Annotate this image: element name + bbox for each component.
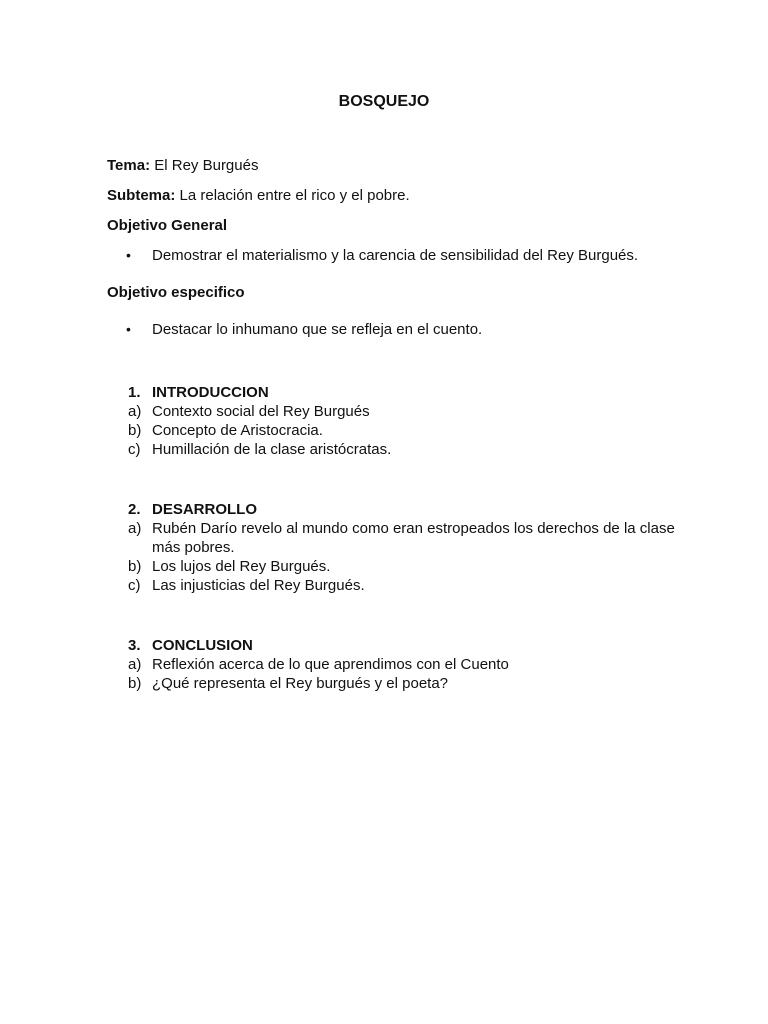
section-number: 2.: [128, 501, 141, 518]
section-heading-row: [126, 383, 686, 402]
subtema-line: [107, 186, 410, 205]
section-introduccion: [126, 383, 686, 459]
list-item: [126, 421, 686, 440]
tema-value: El Rey Burgués: [150, 157, 259, 174]
document-title: BOSQUEJO: [338, 93, 430, 110]
objetivo-especifico-heading: Objetivo especifico: [107, 284, 245, 301]
list-item: [126, 674, 686, 693]
list-item: [126, 655, 686, 674]
list-item: [126, 440, 686, 459]
objetivo-general-heading: Objetivo General: [107, 217, 228, 234]
section-number: 3.: [128, 637, 141, 654]
item-marker: b): [128, 558, 142, 575]
item-text: Reflexión acerca de lo que aprendimos con el Cuento: [152, 656, 509, 673]
tema-label: Tema:: [107, 157, 151, 174]
section-conclusion: [126, 636, 686, 693]
item-text: Humillación de la clase aristócratas.: [152, 441, 392, 458]
subtema-label: Subtema:: [107, 187, 176, 204]
objetivo-especifico-text: Destacar lo inhumano que se refleja en el cuento.: [152, 321, 483, 338]
section-heading: INTRODUCCION: [152, 384, 269, 401]
item-marker: a): [128, 656, 142, 673]
item-text: ¿Qué representa el Rey burgués y el poeta?: [152, 675, 449, 692]
list-item: [126, 402, 686, 421]
section-heading-row: [126, 500, 686, 519]
objetivo-general-text: Demostrar el materialismo y la carencia de sensibilidad del Rey Burgués.: [152, 247, 639, 264]
item-text: Las injusticias del Rey Burgués.: [152, 577, 365, 594]
item-text: Rubén Darío revelo al mundo como eran estropeados los derechos de la clase más pobres.: [152, 520, 675, 556]
section-heading-row: [126, 636, 686, 655]
section-desarrollo: [126, 500, 686, 595]
item-text: Los lujos del Rey Burgués.: [152, 558, 331, 575]
item-marker: a): [128, 520, 142, 537]
item-marker: b): [128, 422, 142, 439]
section-heading: DESARROLLO: [152, 501, 257, 518]
item-marker: b): [128, 675, 142, 692]
section-heading: CONCLUSION: [152, 637, 253, 654]
item-marker: a): [128, 403, 142, 420]
item-marker: c): [128, 441, 141, 458]
item-marker: c): [128, 577, 141, 594]
bullet-icon: •: [126, 321, 131, 337]
list-item: [126, 576, 686, 595]
list-item: [126, 557, 686, 576]
bullet-icon: •: [126, 247, 131, 263]
subtema-value: La relación entre el rico y el pobre.: [175, 187, 410, 204]
tema-line: [107, 156, 258, 175]
item-text: Contexto social del Rey Burgués: [152, 403, 370, 420]
section-number: 1.: [128, 384, 141, 401]
list-item: [126, 519, 686, 557]
item-text: Concepto de Aristocracia.: [152, 422, 323, 439]
